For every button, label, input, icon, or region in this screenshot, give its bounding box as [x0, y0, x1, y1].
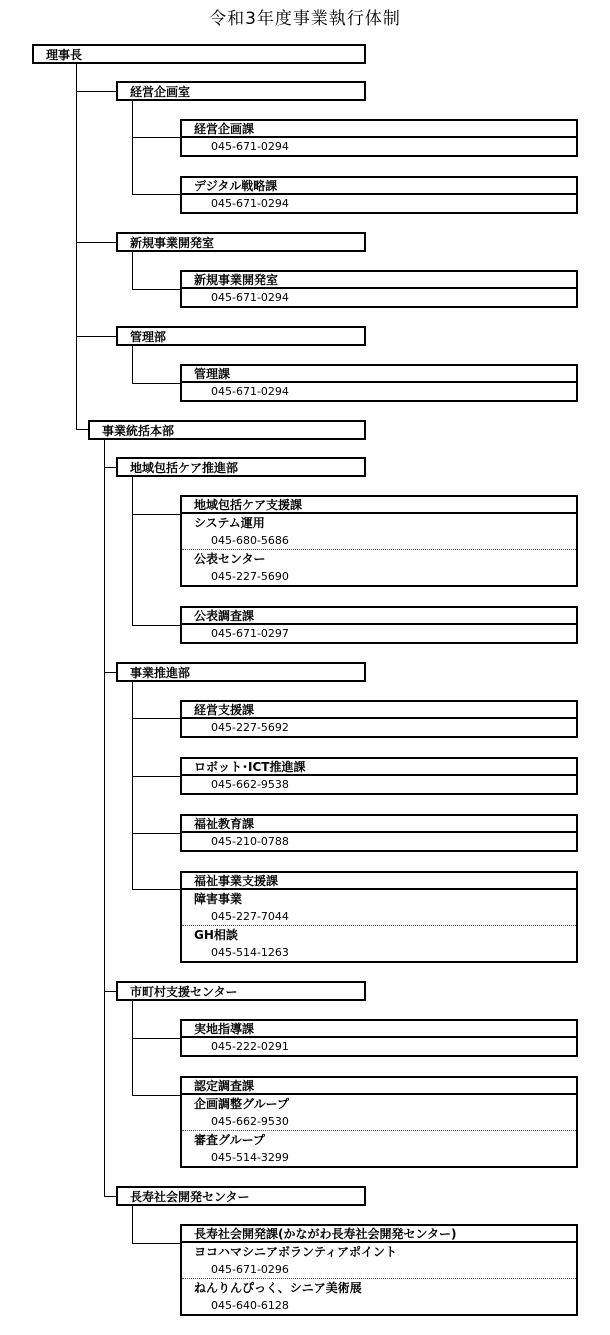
- unit-box-chiiki-shien: [180, 495, 578, 587]
- unit-section-name: 公表センター: [182, 549, 576, 568]
- org-box-chief: 理事長: [32, 44, 366, 64]
- unit-section-name: 障害事業: [194, 892, 243, 906]
- unit-name: 経営企画課: [182, 121, 576, 138]
- unit-section-name: GH相談: [182, 925, 576, 944]
- unit-name: 公表調査課: [182, 608, 576, 625]
- unit-phone: 045-227-5690: [211, 570, 289, 583]
- unit-box-jitchi-shido: [180, 1019, 578, 1057]
- unit-box-keiei-kikaku: [180, 119, 578, 157]
- unit-name: デジタル戦略課: [182, 178, 576, 195]
- unit-name: 経営支援課: [182, 702, 576, 719]
- org-box-honbu: 事業統括本部: [88, 420, 366, 440]
- org-box-kanri: 管理部: [116, 326, 366, 346]
- unit-phone: 045-671-0294: [211, 197, 289, 210]
- unit-phone: 045-671-0294: [211, 291, 289, 304]
- unit-phone: 045-671-0296: [211, 1263, 289, 1276]
- unit-box-digital: [180, 176, 578, 214]
- unit-name: 福祉教育課: [182, 816, 576, 833]
- unit-phone: 045-514-3299: [211, 1151, 289, 1164]
- unit-name: 管理課: [182, 366, 576, 383]
- unit-phone: 045-640-6128: [211, 1299, 289, 1312]
- unit-box-keiei-shien: [180, 700, 578, 738]
- unit-box-choju-kaihatsu: [180, 1224, 578, 1316]
- unit-phone: 045-227-5692: [211, 721, 289, 734]
- org-box-shinki: 新規事業開発室: [116, 232, 366, 252]
- org-box-kikaku: 経営企画室: [116, 81, 366, 101]
- unit-section-name: ヨコハマシニアボランティアポイント: [194, 1245, 398, 1259]
- org-box-choju: 長寿社会開発センター: [116, 1186, 366, 1206]
- unit-box-shinki: [180, 270, 578, 308]
- org-box-suishin: 事業推進部: [116, 662, 366, 682]
- org-box-shichoson: 市町村支援センター: [116, 981, 366, 1001]
- unit-box-robot-ict: [180, 757, 578, 795]
- unit-box-kohyo-chosa: [180, 606, 578, 644]
- unit-phone: 045-210-0788: [211, 835, 289, 848]
- unit-phone: 045-671-0297: [211, 627, 289, 640]
- unit-phone: 045-662-9530: [211, 1115, 289, 1128]
- unit-section-name: システム運用: [194, 516, 265, 530]
- unit-box-kanri: [180, 364, 578, 402]
- unit-name: 福祉事業支援課: [182, 873, 576, 890]
- org-box-chiiki: 地域包括ケア推進部: [116, 457, 366, 477]
- unit-name: 認定調査課: [182, 1078, 576, 1095]
- unit-section-name: ねんりんぴっく、シニア美術展: [182, 1278, 576, 1297]
- unit-name: ロボット･ICT推進課: [182, 759, 576, 776]
- unit-name: 実地指導課: [182, 1021, 576, 1038]
- unit-name: 地域包括ケア支援課: [182, 497, 576, 514]
- unit-phone: 045-671-0294: [211, 385, 289, 398]
- page-title: 令和3年度事業執行体制: [209, 9, 401, 29]
- unit-phone: 045-662-9538: [211, 778, 289, 791]
- unit-box-fukushi-jigyo: [180, 871, 578, 963]
- unit-phone: 045-227-7044: [211, 910, 289, 923]
- unit-name: 長寿社会開発課(かながわ長寿社会開発センター): [182, 1226, 576, 1243]
- unit-phone: 045-671-0294: [211, 140, 289, 153]
- unit-phone: 045-680-5686: [211, 534, 289, 547]
- unit-section-name: 審査グループ: [182, 1130, 576, 1149]
- unit-name: 新規事業開発室: [182, 272, 576, 289]
- unit-box-fukushi-kyoiku: [180, 814, 578, 852]
- unit-box-nintei-chosa: [180, 1076, 578, 1168]
- unit-phone: 045-222-0291: [211, 1040, 289, 1053]
- unit-section-name: 企画調整グループ: [194, 1097, 290, 1111]
- unit-phone: 045-514-1263: [211, 946, 289, 959]
